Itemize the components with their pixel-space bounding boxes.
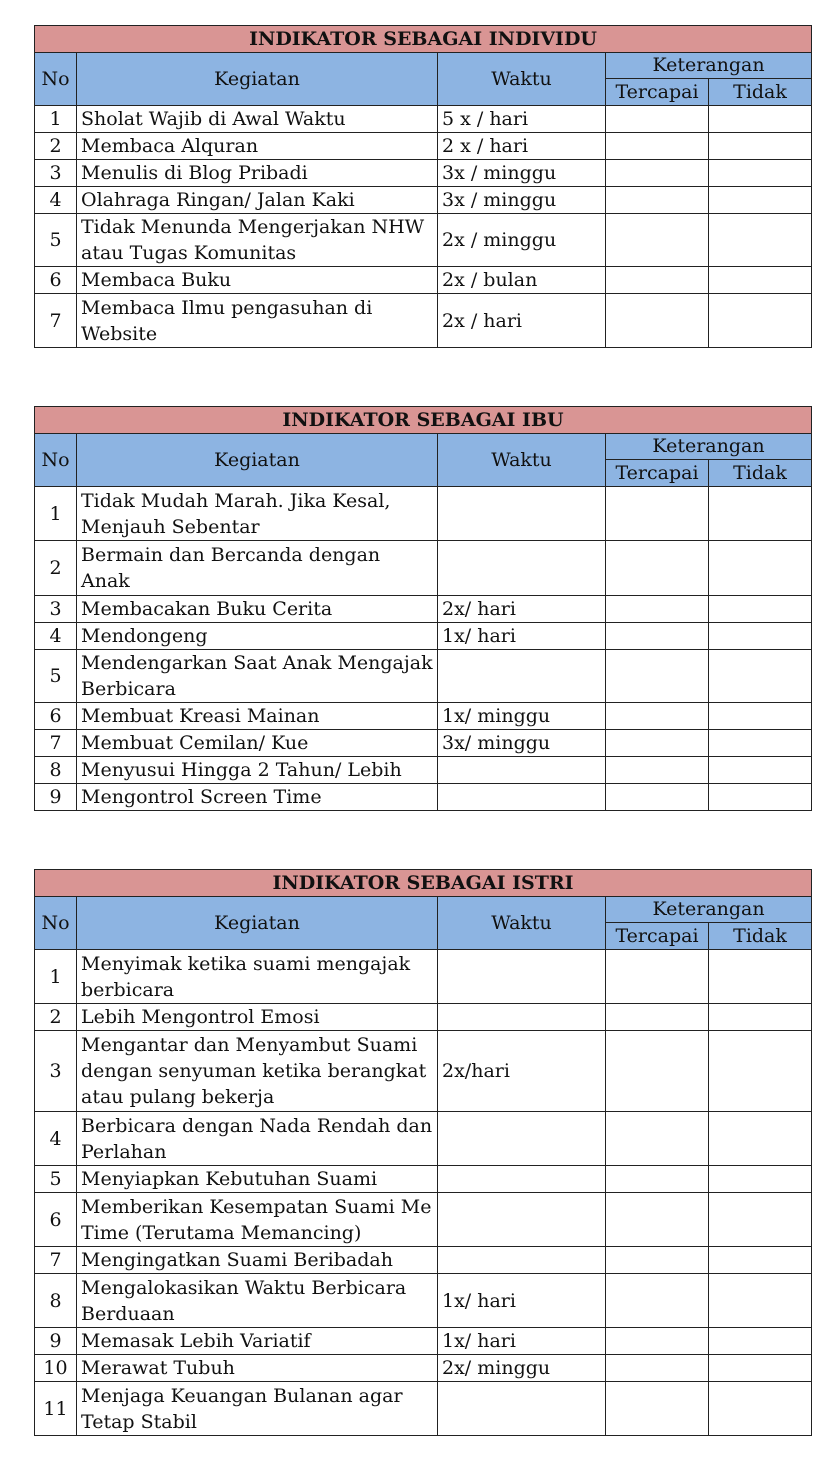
- row-number: 10: [35, 1355, 77, 1382]
- row-waktu: 1x/ minggu: [438, 703, 606, 730]
- row-waktu: 2x/ minggu: [438, 1355, 606, 1382]
- row-kegiatan: Menyiapkan Kebutuhan Suami: [77, 1166, 438, 1193]
- cell-tercapai[interactable]: [606, 1355, 709, 1382]
- header-waktu: Waktu: [438, 897, 606, 950]
- cell-tidak[interactable]: [709, 784, 812, 811]
- cell-tidak[interactable]: [709, 160, 812, 187]
- row-kegiatan: Bermain dan Bercanda dengan Anak: [77, 541, 438, 596]
- row-waktu: [438, 784, 606, 811]
- table-row: [35, 133, 812, 160]
- header-row: [35, 53, 812, 79]
- row-kegiatan: Membaca Ilmu pengasuhan di Website: [77, 294, 438, 348]
- row-kegiatan: Mengontrol Screen Time: [77, 784, 438, 811]
- title-row: [35, 870, 812, 897]
- row-number: 6: [35, 1193, 77, 1247]
- row-number: 4: [35, 1112, 77, 1166]
- row-waktu: 2 x / hari: [438, 133, 606, 160]
- row-kegiatan: Menyimak ketika suami mengajak berbicara: [77, 950, 438, 1004]
- row-waktu: 1x/ hari: [438, 1328, 606, 1355]
- cell-tercapai[interactable]: [606, 1274, 709, 1328]
- row-number: 3: [35, 1031, 77, 1112]
- cell-tercapai[interactable]: [606, 160, 709, 187]
- cell-tercapai[interactable]: [606, 187, 709, 214]
- header-tercapai: Tercapai: [606, 923, 709, 950]
- cell-tidak[interactable]: [709, 1355, 812, 1382]
- cell-tercapai[interactable]: [606, 596, 709, 623]
- header-kegiatan: Kegiatan: [77, 434, 438, 487]
- row-number: 1: [35, 950, 77, 1004]
- row-kegiatan: Mendongeng: [77, 623, 438, 650]
- row-number: 3: [35, 160, 77, 187]
- row-number: 9: [35, 784, 77, 811]
- table-row: [35, 950, 812, 1004]
- header-tidak: Tidak: [709, 79, 812, 106]
- cell-tidak[interactable]: [709, 596, 812, 623]
- table-row: [35, 1193, 812, 1247]
- row-number: 7: [35, 1247, 77, 1274]
- row-number: 3: [35, 596, 77, 623]
- row-waktu: [438, 1247, 606, 1274]
- cell-tidak[interactable]: [709, 1382, 812, 1436]
- row-waktu: [438, 650, 606, 703]
- cell-tidak[interactable]: [709, 294, 812, 348]
- cell-tidak[interactable]: [709, 1193, 812, 1247]
- indicator-table-ibu: [34, 406, 812, 811]
- cell-tercapai[interactable]: [606, 106, 709, 133]
- row-kegiatan: Membaca Alquran: [77, 133, 438, 160]
- indicator-table-istri: [34, 869, 812, 1436]
- cell-tercapai[interactable]: [606, 1004, 709, 1031]
- row-waktu: [438, 1382, 606, 1436]
- row-number: 8: [35, 757, 77, 784]
- row-kegiatan: Berbicara dengan Nada Rendah dan Perlahan: [77, 1112, 438, 1166]
- row-kegiatan: Sholat Wajib di Awal Waktu: [77, 106, 438, 133]
- cell-tercapai[interactable]: [606, 214, 709, 267]
- cell-tercapai[interactable]: [606, 703, 709, 730]
- row-waktu: 2x/ hari: [438, 596, 606, 623]
- table-row: [35, 106, 812, 133]
- row-number: 8: [35, 1274, 77, 1328]
- cell-tidak[interactable]: [709, 1112, 812, 1166]
- cell-tidak[interactable]: [709, 541, 812, 596]
- cell-tidak[interactable]: [709, 1247, 812, 1274]
- cell-tidak[interactable]: [709, 1274, 812, 1328]
- row-number: 7: [35, 294, 77, 348]
- row-waktu: 5 x / hari: [438, 106, 606, 133]
- cell-tidak[interactable]: [709, 757, 812, 784]
- table-row: [35, 1166, 812, 1193]
- row-waktu: 3x / minggu: [438, 187, 606, 214]
- row-waktu: 1x/ hari: [438, 1274, 606, 1328]
- table-row: [35, 267, 812, 294]
- cell-tercapai[interactable]: [606, 1382, 709, 1436]
- row-kegiatan: Memasak Lebih Variatif: [77, 1328, 438, 1355]
- table-row: [35, 1328, 812, 1355]
- row-waktu: 2x / hari: [438, 294, 606, 348]
- row-kegiatan: Menyusui Hingga 2 Tahun/ Lebih: [77, 757, 438, 784]
- table-row: [35, 650, 812, 703]
- cell-tidak[interactable]: [709, 133, 812, 160]
- header-kegiatan: Kegiatan: [77, 897, 438, 950]
- header-keterangan: Keterangan: [606, 53, 812, 79]
- table-row: [35, 1004, 812, 1031]
- header-no: No: [35, 434, 77, 487]
- table-row: [35, 757, 812, 784]
- row-kegiatan: Mengalokasikan Waktu Berbicara Berduaan: [77, 1274, 438, 1328]
- cell-tercapai[interactable]: [606, 950, 709, 1004]
- cell-tidak[interactable]: [709, 650, 812, 703]
- row-waktu: 2x / bulan: [438, 267, 606, 294]
- cell-tercapai[interactable]: [606, 757, 709, 784]
- cell-tidak[interactable]: [709, 623, 812, 650]
- cell-tercapai[interactable]: [606, 1247, 709, 1274]
- row-number: 9: [35, 1328, 77, 1355]
- row-waktu: [438, 950, 606, 1004]
- table-row: [35, 1112, 812, 1166]
- table-row: [35, 623, 812, 650]
- cell-tercapai[interactable]: [606, 784, 709, 811]
- table-row: [35, 1382, 812, 1436]
- header-row: [35, 434, 812, 460]
- row-number: 6: [35, 703, 77, 730]
- table-row: [35, 784, 812, 811]
- row-waktu: [438, 541, 606, 596]
- header-tercapai: Tercapai: [606, 460, 709, 487]
- cell-tidak[interactable]: [709, 1031, 812, 1112]
- table-title: INDIKATOR SEBAGAI IBU: [35, 407, 812, 434]
- row-kegiatan: Tidak Mudah Marah. Jika Kesal, Menjauh Sebentar: [77, 487, 438, 541]
- row-number: 7: [35, 730, 77, 757]
- cell-tidak[interactable]: [709, 267, 812, 294]
- cell-tercapai[interactable]: [606, 1166, 709, 1193]
- table-row: [35, 1355, 812, 1382]
- row-number: 2: [35, 541, 77, 596]
- row-kegiatan: Memberikan Kesempatan Suami Me Time (Terutama Memancing): [77, 1193, 438, 1247]
- row-kegiatan: Lebih Mengontrol Emosi: [77, 1004, 438, 1031]
- table-row: [35, 1031, 812, 1112]
- row-number: 5: [35, 1166, 77, 1193]
- row-number: 5: [35, 650, 77, 703]
- table-row: [35, 703, 812, 730]
- title-row: [35, 26, 812, 53]
- table-row: [35, 294, 812, 348]
- row-number: 1: [35, 106, 77, 133]
- row-kegiatan: Membuat Cemilan/ Kue: [77, 730, 438, 757]
- row-waktu: [438, 757, 606, 784]
- header-keterangan: Keterangan: [606, 434, 812, 460]
- cell-tidak[interactable]: [709, 187, 812, 214]
- row-number: 5: [35, 214, 77, 267]
- row-number: 2: [35, 1004, 77, 1031]
- cell-tercapai[interactable]: [606, 1112, 709, 1166]
- cell-tidak[interactable]: [709, 106, 812, 133]
- cell-tercapai[interactable]: [606, 294, 709, 348]
- row-waktu: [438, 1166, 606, 1193]
- row-kegiatan: Olahraga Ringan/ Jalan Kaki: [77, 187, 438, 214]
- title-row: [35, 407, 812, 434]
- indicator-table-individu: [34, 25, 812, 348]
- row-waktu: 1x/ hari: [438, 623, 606, 650]
- header-tidak: Tidak: [709, 923, 812, 950]
- table-row: [35, 160, 812, 187]
- table-row: [35, 1247, 812, 1274]
- table-row: [35, 730, 812, 757]
- header-waktu: Waktu: [438, 53, 606, 106]
- table-title: INDIKATOR SEBAGAI INDIVIDU: [35, 26, 812, 53]
- table-row: [35, 541, 812, 596]
- row-number: 4: [35, 623, 77, 650]
- cell-tercapai[interactable]: [606, 623, 709, 650]
- cell-tidak[interactable]: [709, 950, 812, 1004]
- cell-tercapai[interactable]: [606, 541, 709, 596]
- row-number: 4: [35, 187, 77, 214]
- row-waktu: 3x / minggu: [438, 160, 606, 187]
- cell-tidak[interactable]: [709, 1328, 812, 1355]
- header-tercapai: Tercapai: [606, 79, 709, 106]
- header-no: No: [35, 53, 77, 106]
- row-kegiatan: Membaca Buku: [77, 267, 438, 294]
- row-kegiatan: Membuat Kreasi Mainan: [77, 703, 438, 730]
- row-kegiatan: Mendengarkan Saat Anak Mengajak Berbicara: [77, 650, 438, 703]
- header-waktu: Waktu: [438, 434, 606, 487]
- header-tidak: Tidak: [709, 460, 812, 487]
- cell-tidak[interactable]: [709, 487, 812, 541]
- table-row: [35, 487, 812, 541]
- cell-tidak[interactable]: [709, 1004, 812, 1031]
- cell-tercapai[interactable]: [606, 650, 709, 703]
- row-waktu: [438, 1004, 606, 1031]
- row-kegiatan: Menjaga Keuangan Bulanan agar Tetap Stabil: [77, 1382, 438, 1436]
- cell-tercapai[interactable]: [606, 1193, 709, 1247]
- table-row: [35, 596, 812, 623]
- row-kegiatan: Mengantar dan Menyambut Suami dengan senyuman ketika berangkat atau pulang bekerja: [77, 1031, 438, 1112]
- row-kegiatan: Membacakan Buku Cerita: [77, 596, 438, 623]
- cell-tercapai[interactable]: [606, 487, 709, 541]
- row-waktu: 2x / minggu: [438, 214, 606, 267]
- header-keterangan: Keterangan: [606, 897, 812, 923]
- cell-tidak[interactable]: [709, 730, 812, 757]
- row-number: 2: [35, 133, 77, 160]
- cell-tercapai[interactable]: [606, 133, 709, 160]
- table-row: [35, 214, 812, 267]
- row-kegiatan: Menulis di Blog Pribadi: [77, 160, 438, 187]
- row-waktu: [438, 487, 606, 541]
- row-waktu: [438, 1193, 606, 1247]
- cell-tidak[interactable]: [709, 703, 812, 730]
- cell-tercapai[interactable]: [606, 267, 709, 294]
- row-kegiatan: Mengingatkan Suami Beribadah: [77, 1247, 438, 1274]
- cell-tercapai[interactable]: [606, 730, 709, 757]
- row-kegiatan: Tidak Menunda Mengerjakan NHW atau Tugas Komunitas: [77, 214, 438, 267]
- row-waktu: 3x/ minggu: [438, 730, 606, 757]
- header-no: No: [35, 897, 77, 950]
- row-waktu: 2x/hari: [438, 1031, 606, 1112]
- table-title: INDIKATOR SEBAGAI ISTRI: [35, 870, 812, 897]
- row-kegiatan: Merawat Tubuh: [77, 1355, 438, 1382]
- cell-tercapai[interactable]: [606, 1031, 709, 1112]
- table-row: [35, 1274, 812, 1328]
- row-waktu: [438, 1112, 606, 1166]
- row-number: 6: [35, 267, 77, 294]
- cell-tidak[interactable]: [709, 1166, 812, 1193]
- cell-tercapai[interactable]: [606, 1328, 709, 1355]
- row-number: 11: [35, 1382, 77, 1436]
- row-number: 1: [35, 487, 77, 541]
- header-row: [35, 897, 812, 923]
- header-kegiatan: Kegiatan: [77, 53, 438, 106]
- table-row: [35, 187, 812, 214]
- cell-tidak[interactable]: [709, 214, 812, 267]
